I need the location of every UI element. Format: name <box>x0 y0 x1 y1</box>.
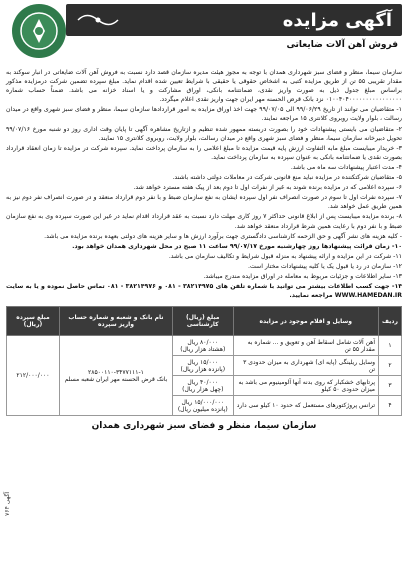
row-number: ۱ <box>379 336 402 356</box>
paragraph-3: ۳- خریدار میبایست مبلغ مابه التفاوت ارزش پایه قیمت مزایده تا مبلغ اعلامی را به سازمان پرداخت نماید. سپرده شرکت در مزایده تا زمان انعقاد قرارداد بصورت نقدی یا ضمانتنامه بانکی به عنوان سپرده به سازمان پرداخت نماید. <box>6 144 402 161</box>
table-row <box>7 336 402 356</box>
title-bar <box>66 4 402 36</box>
price-note: (هشتاد هزار ریال) <box>180 345 226 353</box>
footer-organization: سازمان سیما، منظر و فضای سبز شهرداری همدان <box>91 421 317 432</box>
price-value: ۱۵/۰۰۰ ریال <box>187 358 219 366</box>
row-price <box>173 356 234 376</box>
paragraph-8: ۸- برنده مزایده میبایست پس از ابلاغ قانونی حداکثر ۷ روز کاری مهلت دارد نسبت به عقد قرارداد اقدام نماید در غیر این صورت سپرده وی به نفع سازمان ضبط و با نفر دوم با رعایت همین شرط قرارداد منعقد خواهد شد. <box>6 213 402 230</box>
paragraph-5: ۵- متقاضیان شرکتکننده در مزایده نباید منع قانونی شرکت در معاملات دولتی داشته باشند. <box>172 174 402 182</box>
row-price <box>173 336 234 356</box>
side-code: آگهی ۷۶۴ <box>4 492 11 516</box>
header-price: مبلغ (ریال) کارشناسی <box>173 307 234 336</box>
ad-subtitle: فروش آهن آلات ضایعاتی <box>286 40 398 50</box>
row-price <box>173 396 234 416</box>
auction-table <box>6 306 402 416</box>
header-bank: نام بانک و شعبه و شماره حساب واریز سپرده <box>59 307 172 336</box>
row-item: آهن آلات شامل اسقاط آهن و تعویق و ... شماره به مقدار ۵۵ تن <box>233 336 378 356</box>
price-note: (پانزده میلیون ریال) <box>177 405 228 413</box>
paragraph-7: ۷- سپرده نفرات اول تا سوم در صورت انصراف نفر اول سپرده ایشان به نفع سازمان ضبط و با نفر دوم قرارداد منعقد و در صورت انصراف نفر دوم نیز به همین طریق عمل خواهد شد. <box>6 194 402 211</box>
paragraph-9: - کلیه هزینه های نشر آگهی و حق الزحمه کارشناسی دادگستری جهت برآورد ارزش ها و سایر هزینه های دولتی بعهده برنده مزایده می باشد. <box>44 232 402 240</box>
body-text <box>6 68 402 300</box>
paragraph-13: ۱۳- سایر اطلاعات و جزئیات مربوط به معامله در اوراق مزایده مندرج میباشد. <box>203 272 402 280</box>
row-number: ۴ <box>379 396 402 416</box>
paragraph-6: ۶- سپرده اعلامی که در مزایده برنده شوند به غیر از نفرات اول تا دوم بعد از پیک هفته مسترد خواهد شد. <box>133 184 402 192</box>
bank-name: بانک قرض الحسنه مهر ایران شعبه مسلم <box>64 375 168 383</box>
header-deposit: مبلغ سپرده (ریال) <box>7 307 60 336</box>
price-note: (چهل هزار ریال) <box>182 385 224 393</box>
header <box>6 4 402 62</box>
row-number: ۳ <box>379 376 402 396</box>
price-value: ۱۵/۰۰۰/۰۰۰ ریال <box>181 398 225 406</box>
paragraph-12: ۱۲- سازمان در رد یا قبول یک یا کلیه پیشنهادات مختار است. <box>248 262 402 270</box>
header-row-number: ردیف <box>379 307 402 336</box>
row-number: ۲ <box>379 356 402 376</box>
paragraph-2: ۲- متقاضیان می بایستی پیشنهادات خود را بصورت دربسته ممهور شده تنظیم و ازتاریخ مشاهره آگهی تا پایان وقت اداری روز دو شنبه مورخ ۹۹/۰۷/۱۶ تحویل دبیرخانه سازمان سیما، منظر و فضای سبز شهری واقع در میدان رسالت، بلوار ولایت، روبروی کلانتری ۱۵ نمایند. <box>6 125 402 142</box>
municipality-logo-icon <box>12 4 66 58</box>
paragraph-10: ۱۰- زمان قرائت پیشنهادها روز چهارشنبه مورخ ۹۹/۰۷/۱۷ ساعت ۱۱ صبح در محل شهرداری همدان خواهد بود. <box>72 242 402 250</box>
paragraph-1: ۱- متقاضیان می توانند از تاریخ ۹۹/۰۶/۲۹ الی ۹۹/۰۷/۰۵ جهت اخذ اوراق مزایده به امور قراردادها سازمان سیما، منظر و فضای سبز شهری واقع در میدان رسالت ، بلوار ولایت روبروی کلانتری ۱۵ مراجعه نمایند. <box>6 106 402 123</box>
price-note: (پانزده هزار ریال) <box>180 365 226 373</box>
bank-cell <box>59 336 172 416</box>
ornament-icon <box>76 11 120 29</box>
row-price <box>173 376 234 396</box>
paragraph-14: ۱۴- جهت کسب اطلاعات بیشتر می توانید با شماره تلفن های ۳۸۲۱۴۹۷۵ - ۰۸۱ و ۳۸۲۱۴۹۷۶ - ۰۸۱ تماس حاصل نموده و یا به سایت WWW.HAMEDAN.IR مراجعه نمایید. <box>6 283 402 300</box>
paragraph-4: ۴- مدت اعتبار پیشنهادات سه ماه می باشد. <box>290 163 402 171</box>
row-item: پرتابهای خشکبار که روی بدنه آنها آلومینیوم می باشد به میزان حدودی ۵۰ کیلو <box>233 376 378 396</box>
deposit-cell: ۲۱۲/۰۰۰/۰۰۰ <box>7 336 60 416</box>
price-value: ۸۰/۰۰۰ ریال <box>187 338 219 346</box>
paragraph-11: ۱۱- شرکت در این مزایده و ارائه پیشنهاد به منزله قبول شرایط و تکالیف سازمان می باشد. <box>168 252 402 260</box>
row-item: وسایل ریلینگی (پایه ای) شهرداری به میزان حدودی ۳ تن <box>233 356 378 376</box>
header-items: وسایل و اقلام موجود در مزایده <box>233 307 378 336</box>
title-wrap <box>66 4 402 62</box>
row-item: ترانس پروژکتورهای مستعمل که حدود ۱۰ کیلو سی دارد <box>233 396 378 416</box>
ad-title: آگهی مزایده <box>282 9 392 31</box>
price-value: ۴۰/۰۰۰ ریال <box>187 378 219 386</box>
bank-account: ۲۸۵۰۰۱۱۰-۳۴۷۷۱۱۱-۱ <box>88 368 144 376</box>
paragraph-intro: سازمان سیما، منظر و فضای سبز شهرداری همدان با توجه به مجوز هیئت مدیره سازمان قصد دارد نسبت به فروش آهن آلات ضایعاتی در انبار سوکند به مقدار تقریبی ۵۵ تن از طریق مزایده کتبی به اشخاص حقوقی یا حقیقی با شرایط تعیین شده اقدام نماید. مبلغ سپرده تضمین شرکت درمزایده مذکور براساس مبلغ جدول ذیل به صورت واریز نقدی، ضمانتنامه بانکی، اوراق مشارکت و یا اسناد خزانه می باشد. ضمناً حساب شماره ۰۱۰۰۴۰۴۰۰۰۰۰۰۰۰۰۰۰۰۰۰۰۰ نزد بانک قرض الحسنه مهر ایران جهت واریز نقدی اعلام میگردد. <box>6 69 402 104</box>
auction-table-wrap <box>6 306 402 416</box>
table-header-row <box>7 307 402 336</box>
